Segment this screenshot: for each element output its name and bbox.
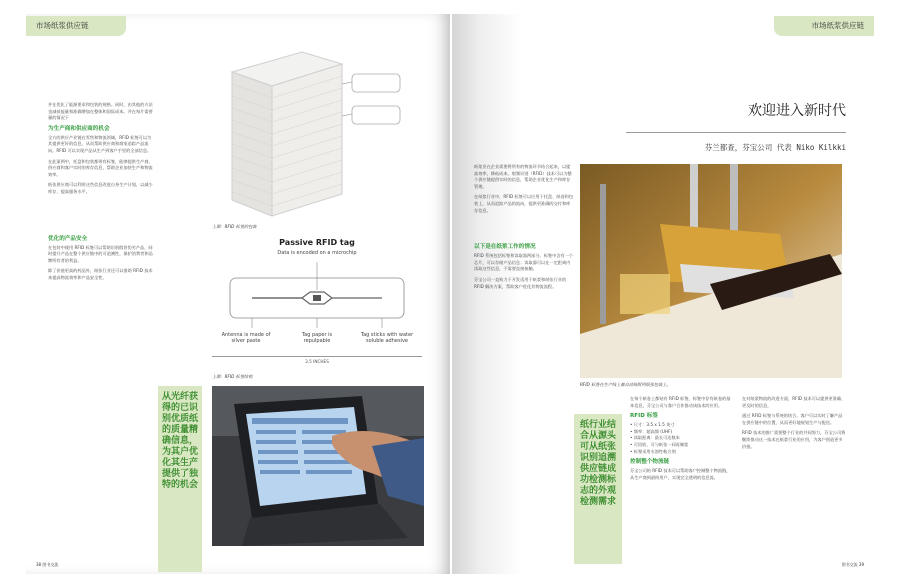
diagram-subtitle: Data is encoded on a microchip <box>277 250 357 256</box>
right-page <box>452 14 874 574</box>
paragraph: 通过 RFID 标签与系统的结合，客户可以实时了解产品在供应链中的位置，从而更好地规划生产与配送。 <box>742 413 843 425</box>
label-tag-paper: Tag paper is repulpable <box>301 332 333 344</box>
paragraph: 纸张供应商可以利用这些信息改进自身生产计划，以减少库存、提高服务水平。 <box>48 182 153 194</box>
subheading: 控制整个物流链 <box>630 459 670 466</box>
laptop-photo <box>212 386 424 546</box>
tag-outline-svg <box>212 260 422 340</box>
paragraph: RFID 系统包括标签和读取器两部分。标签中含有一个芯片，可以存储产品信息；读取器可以在一定距离内读取这些信息，不需要直接接触。 <box>474 253 574 272</box>
dimension-label: 3.5 INCHES <box>305 359 329 364</box>
figure-caption: 上图：RFID 标签的包装 <box>212 224 257 229</box>
left-text-column <box>48 102 154 286</box>
spec-item: • 标签采用水溶性粘合剂 <box>630 448 676 454</box>
paper-stack-illustration <box>212 44 412 222</box>
spec-item: • 尺寸：3.5 x 1.5 英寸 <box>630 422 675 428</box>
paragraph: 全方的供应产业链在零售和物流领域，RFID 标签可以为其提供更好的信息，从而帮助供应商和商家追踪产品流向。RFID 可以实现产品从生产到客户手里的全部信息。 <box>48 134 152 153</box>
paragraph: 并在优化了能源要求和包装的规格。同时，由其他的方法也减低能量和准确增加在整体和国际成本。并在每片需要量的情况下 <box>48 102 153 121</box>
paragraph: RFID 技术的推广需要整个行业的共同努力，芬宝公司将继续推动这一技术在纸浆行业的应用，为客户创造更多价值。 <box>742 430 846 449</box>
byline: 芬兰都查，芬宝公司 代表 Niko Kilkki <box>704 143 846 152</box>
article-title: 欢迎进入新时代 <box>748 103 846 119</box>
paragraph: 除了价值更高的药品外，纸张行业还可以借助 RFID 技术来提高物流效率和产品安全性。 <box>48 268 153 280</box>
label-antenna: Antenna is made of silver paste <box>221 332 271 344</box>
dimension-line <box>212 356 422 357</box>
spec-list <box>630 422 734 455</box>
subheading: 为生产商和供应商的机会 <box>48 125 110 132</box>
title-rule <box>626 132 846 133</box>
laptop-photo-svg <box>212 386 424 546</box>
left-page <box>26 14 450 574</box>
section-tag: 市场纸浆供应链 <box>774 16 874 36</box>
section-tag: 市场纸浆供应链 <box>26 16 126 36</box>
label-adhesive: Tag sticks with water soluble adhesive <box>360 332 414 344</box>
paragraph: 纸浆业在企业需要将所有的物流环节结合起来，以提高效率，降低成本。射频识别（RFID）技术可以为整个供应链提供实时的信息，帮助企业优化生产和库存管理。 <box>474 164 572 189</box>
rfid-tag-diagram <box>212 236 422 371</box>
paragraph: 在纸浆行业中，RFID 标签可以应用于托盘、纸卷和包装上，从而追踪产品的流向，提供更准确的交付和库存信息。 <box>474 194 574 213</box>
photo-caption: RFID 标签在生产线上被自动贴附到纸张包装上。 <box>580 382 671 387</box>
spec-item: • 频率：超高频 (UHF) <box>630 428 673 434</box>
diagram-title: Passive RFID tag <box>279 238 355 247</box>
pull-quote: 从光纤获得的已识别优质纸的质量精确信息，为其户优化其生产提供了独特的机会 <box>158 386 202 572</box>
paragraph: 芬宝公司的 RFID 技术可以帮助客户控制整个物流链，从生产商到最终用户，实现完全透明的信息流。 <box>630 468 731 480</box>
paragraph: 芬宝公司一直致力于开发适用于纸浆和纸张行业的 RFID 解决方案，帮助客户优化其物流流程。 <box>474 276 567 289</box>
page-footer: 38 图书交流 <box>36 562 59 567</box>
right-text-column-2 <box>630 396 734 485</box>
right-text-column-1 <box>474 164 574 294</box>
machinery-photo-svg <box>580 164 842 378</box>
subheading: 以下是在纸浆工作的情况 <box>474 244 536 251</box>
paragraph: 在对纸浆物流的改进方面，RFID 技术可以提供更准确、更及时的信息。 <box>742 396 846 408</box>
spec-item: • 可回收、可与纸张一同再制浆 <box>630 441 689 447</box>
page-footer: 图书交流 39 <box>841 562 864 567</box>
subheading: 优化的产品安全 <box>48 235 88 242</box>
pull-quote: 纸行业结合从源头可从纸张识别追溯供应链成功检测标志的外观检测需求 <box>574 414 622 564</box>
paragraph: 在包装中使用 RFID 标签可以帮助识别假冒伪劣产品，同时提升产品在整个供应链中的可追溯性，保护消费者和品牌所有者的利益。 <box>48 244 153 263</box>
machinery-photo <box>580 164 842 378</box>
paragraph: 在每个纸卷上都贴有 RFID 标签，标签中存有纸卷的基本信息，芬宝公司与客户合作推动该技术的应用。 <box>630 396 731 408</box>
paper-stack-svg <box>212 44 412 222</box>
subheading: RFID 标签 <box>630 413 658 420</box>
right-text-column-3 <box>742 396 846 454</box>
figure-caption: 上图：RFID 标签结构 <box>212 374 253 379</box>
paragraph: 在此案例中，托盘和包装都带有标签，能够提供生产商、供应商和客户实时的库存信息，帮助企业加快生产和物流效率。 <box>48 158 153 177</box>
spec-item: • 读取距离：最长可达数米 <box>630 435 680 441</box>
